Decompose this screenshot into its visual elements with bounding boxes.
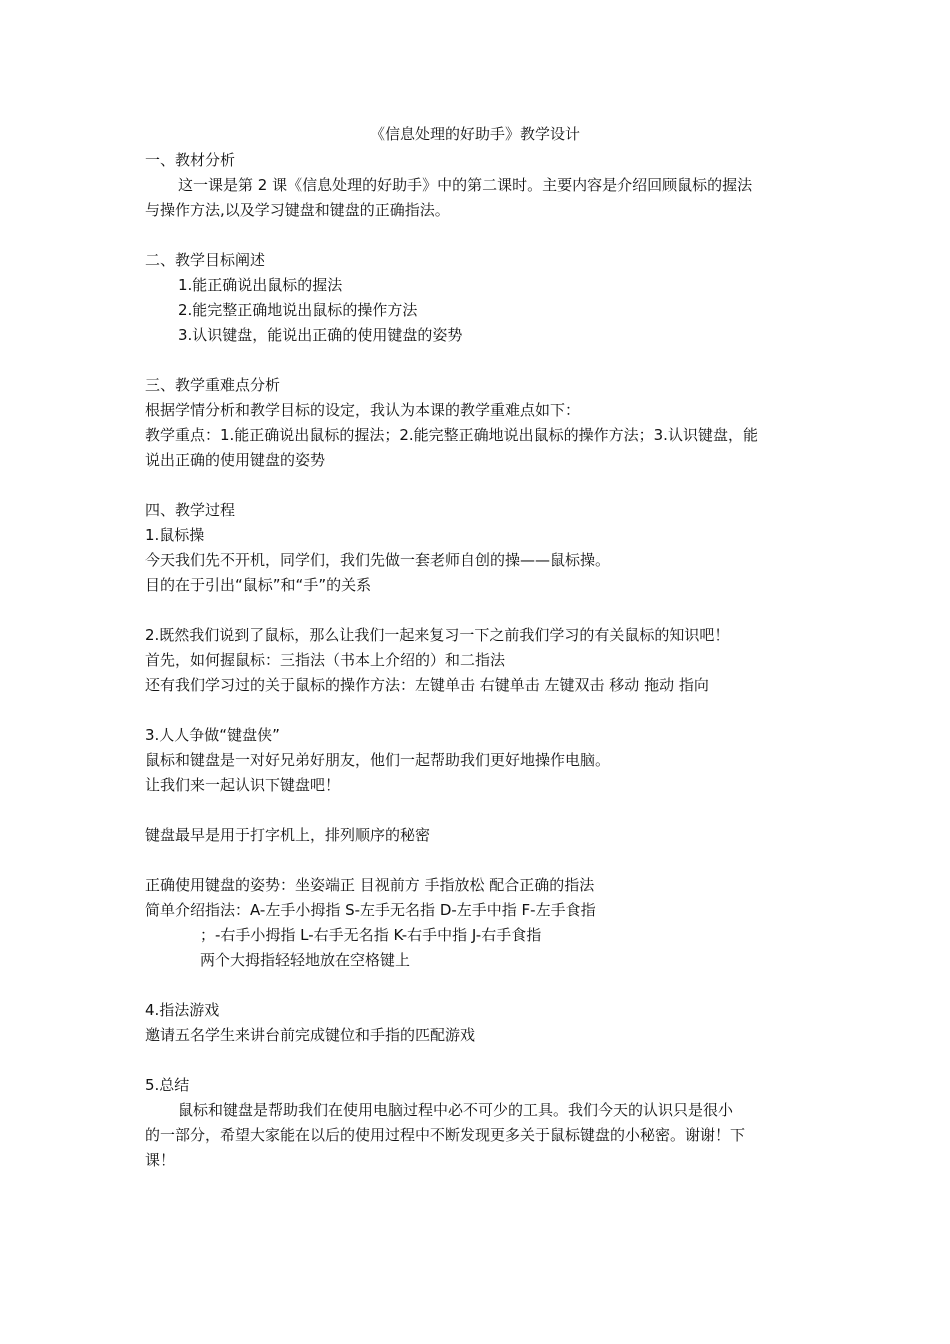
step-3-line: ；-右手小拇指 L-右手无名指 K-右手中指 J-右手食指 xyxy=(200,926,542,944)
section-1-paragraph-line: 这一课是第 2 课《信息处理的好助手》中的第二课时。主要内容是介绍回顾鼠标的握法 xyxy=(178,176,753,194)
goal-item: 2.能完整正确地说出鼠标的操作方法 xyxy=(178,301,418,319)
step-4-heading: 4.指法游戏 xyxy=(145,1001,220,1019)
step-5-line: 鼠标和键盘是帮助我们在使用电脑过程中必不可少的工具。我们今天的认识只是很小 xyxy=(178,1101,734,1119)
step-1-heading: 1.鼠标操 xyxy=(145,526,205,544)
step-1-line: 今天我们先不开机，同学们，我们先做一套老师自创的操——鼠标操。 xyxy=(145,551,611,569)
step-3-line: 键盘最早是用于打字机上，排列顺序的秘密 xyxy=(145,826,431,844)
step-5-line: 的一部分，希望大家能在以后的使用过程中不断发现更多关于鼠标键盘的小秘密。谢谢！下 xyxy=(145,1126,746,1144)
step-3-line: 简单介绍指法：A-左手小拇指 S-左手无名指 D-左手中指 F-左手食指 xyxy=(145,901,596,919)
section-3-line: 根据学情分析和教学目标的设定，我认为本课的教学重难点如下： xyxy=(145,401,581,419)
document-title: 《信息处理的好助手》教学设计 xyxy=(369,125,580,143)
step-3-line: 正确使用键盘的姿势：坐姿端正 目视前方 手指放松 配合正确的指法 xyxy=(145,876,595,894)
step-1-line: 目的在于引出“鼠标”和“手”的关系 xyxy=(145,576,372,594)
section-3-line: 教学重点：1.能正确说出鼠标的握法；2.能完整正确地说出鼠标的操作方法；3.认识键盘，能 xyxy=(145,426,758,444)
step-5-heading: 5.总结 xyxy=(145,1076,190,1094)
step-3-line: 让我们来一起认识下键盘吧！ xyxy=(145,776,341,794)
section-3-line: 说出正确的使用键盘的姿势 xyxy=(145,451,326,469)
section-1-heading: 一、教材分析 xyxy=(145,151,236,169)
section-3-heading: 三、教学重难点分析 xyxy=(145,376,281,394)
step-2-line: 还有我们学习过的关于鼠标的操作方法：左键单击 右键单击 左键双击 移动 拖动 指向 xyxy=(145,676,709,694)
step-3-line: 鼠标和键盘是一对好兄弟好朋友，他们一起帮助我们更好地操作电脑。 xyxy=(145,751,611,769)
step-4-line: 邀请五名学生来讲台前完成键位和手指的匹配游戏 xyxy=(145,1026,476,1044)
step-3-heading: 3.人人争做“键盘侠” xyxy=(145,726,280,744)
section-4-heading: 四、教学过程 xyxy=(145,501,236,519)
step-5-line: 课！ xyxy=(145,1151,176,1169)
step-3-line: 两个大拇指轻轻地放在空格键上 xyxy=(200,951,411,969)
step-2-line: 2.既然我们说到了鼠标，那么让我们一起来复习一下之前我们学习的有关鼠标的知识吧！ xyxy=(145,626,730,644)
step-2-line: 首先，如何握鼠标：三指法（书本上介绍的）和二指法 xyxy=(145,651,506,669)
goal-item: 3.认识键盘，能说出正确的使用键盘的姿势 xyxy=(178,326,463,344)
goal-item: 1.能正确说出鼠标的握法 xyxy=(178,276,343,294)
section-2-heading: 二、教学目标阐述 xyxy=(145,251,266,269)
section-1-paragraph-line: 与操作方法,以及学习键盘和键盘的正确指法。 xyxy=(145,201,450,219)
